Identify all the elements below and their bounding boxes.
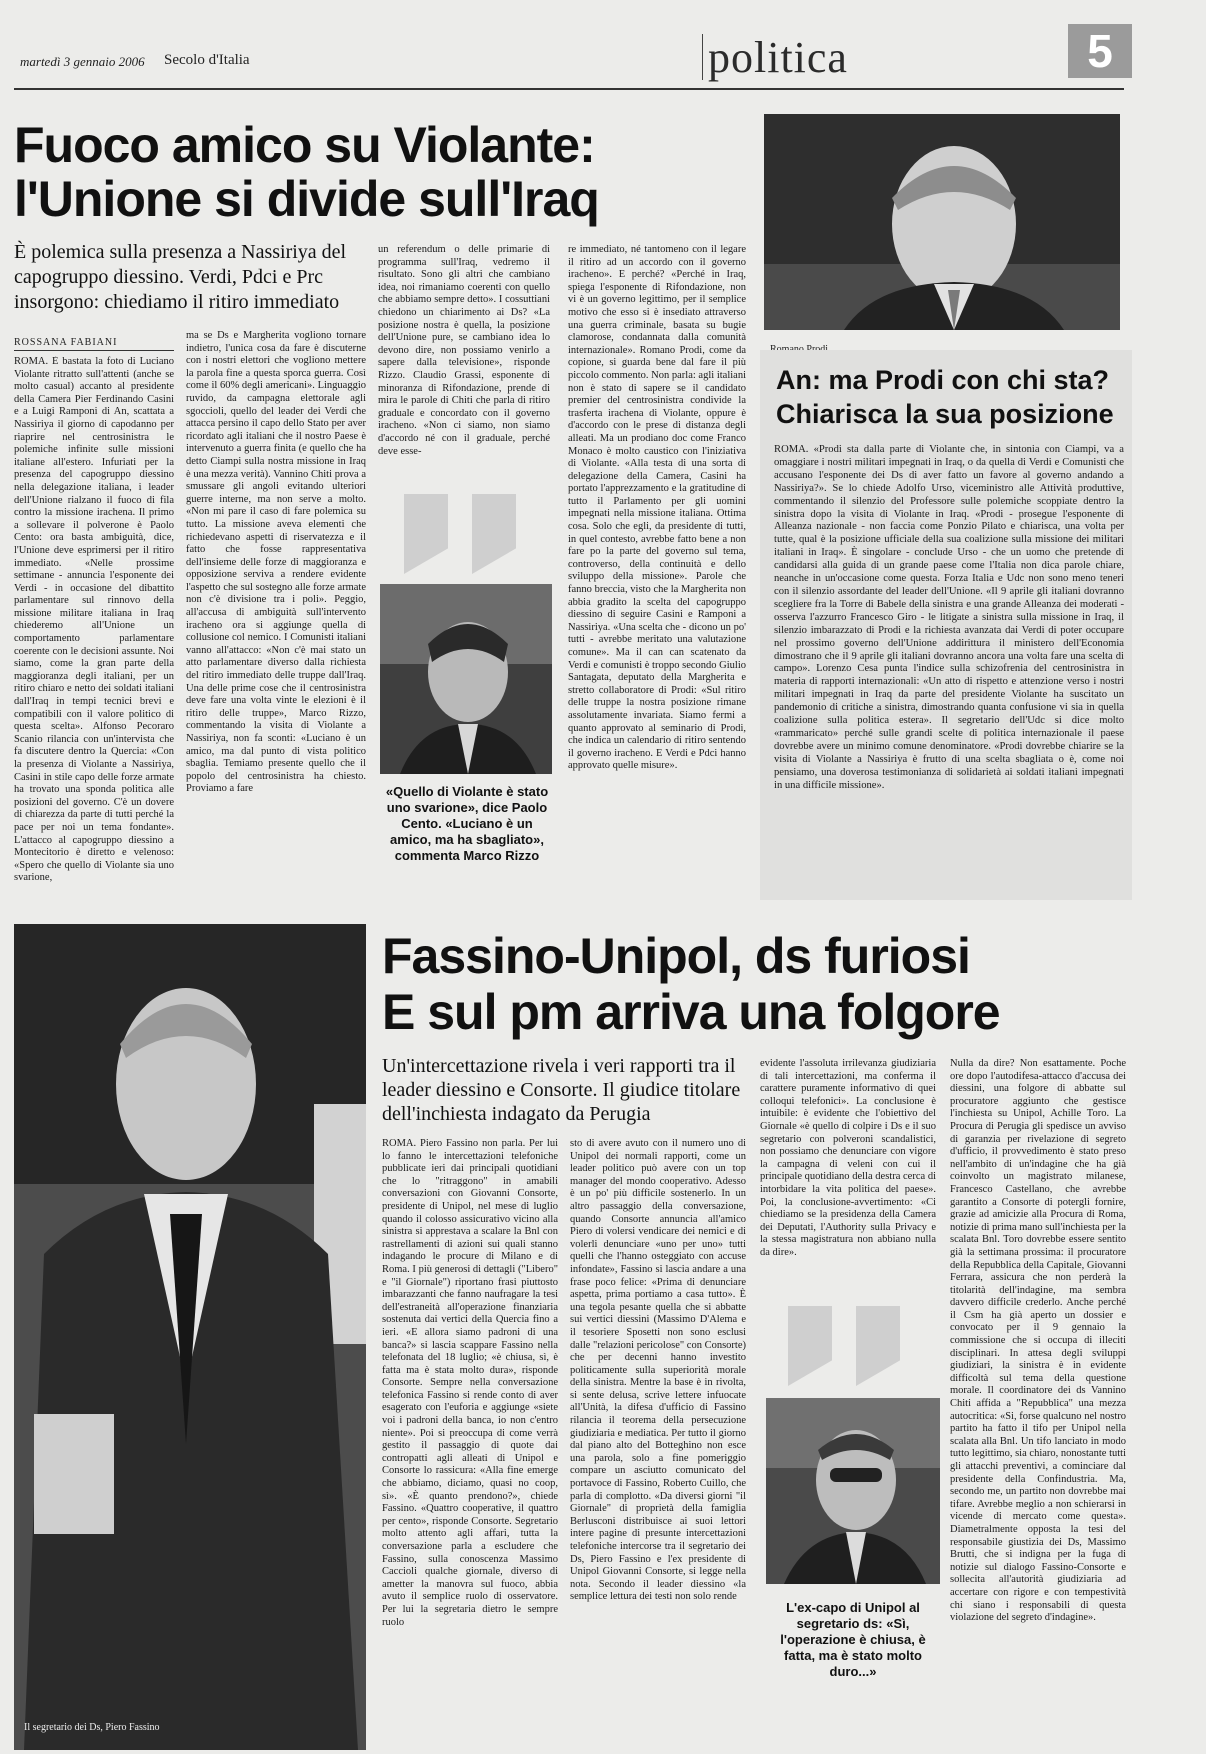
quote-mark-right-2 (856, 1306, 900, 1386)
issue-date: martedì 3 gennaio 2006 (20, 54, 145, 69)
portrait-image (764, 114, 1120, 330)
consorte-photo (766, 1398, 940, 1584)
quote-mark-right (472, 494, 516, 574)
article2-headline-line2: E sul pm arriva una folgore (382, 984, 1000, 1040)
article1-column-4: re immediato, né tantomeno con il legare il ritiro ad un accordo con il governo iracheno». E perché? «Perché in Iraq, spiega l'esponente di Rifondazione, non vi è un governo legittimo, per il semplice motivo che esso si è insediato attraverso una guerra criminale, basata su bugie clamorose, condannata dalla comunità internazionale». Romano Prodi, come da copione, si guarda bene dal fare il più piccolo commento. Non parla: agli italiani non è stato di sapere se il candidato premier del centrosinistra condivide la trasferta irachena di Violante, oppure è d'accordo con le prese di distanza degli alleati. Ma un prodiano doc come Franco Monaco è molto caustico con l'iniziativa di Violante. «Alla testa di una sorta di delegazione della Camera, Casini ha portato l'apprezzamento e la gratitudine di tutto il Parlamento per gli uomini impegnati nella missione italiana. Ottima cosa. Solo che egli, da presidente di tutti, in quel contesto, avrebbe fatto bene a non fare po la parte del governo sul tema, controverso, della continuità e dello sviluppo della missione». Parole che fanno breccia, visto che la Margherita non abbia gradito la scelta del capogruppo diessino di seguire Casini e Ramponi a Nassiriya. «Una scelta che - dicono un po' tutti - avrebbe meritato una valutazione comune». Ma il can can scatenato da Verdi e comunisti è troppo secondo Giulio Santagata, deputato della Margherita e stretto collaboratore di Prodi: «Sul ritiro delle truppe la nostra posizione rimane assolutamente invariata. Siamo fermi a quanto approvato al seminario di Prodi, che indica un calendario di ritiro sentendo il governo iracheno. E Verdi e Pdci hanno approvato quelle misure». (568, 244, 746, 772)
article1-headline-line2: l'Unione si divide sull'Iraq (14, 171, 599, 227)
page-number: 5 (1068, 24, 1132, 78)
portrait-image (380, 584, 552, 774)
section-title: politica (708, 33, 848, 82)
page-header (14, 25, 1124, 90)
cento-photo (380, 584, 552, 774)
fassino-photo (14, 924, 366, 1750)
quote-mark-left-2 (788, 1306, 832, 1386)
article2-deck: Un'intercettazione rivela i veri rapporti tra il leader diessino e Consorte. Il giudice titolare dell'inchiesta indagato da Perugia (382, 1055, 741, 1125)
article2-headline-line1: Fassino-Unipol, ds furiosi (382, 928, 970, 984)
article1-deck: È polemica sulla presenza a Nassiriya del capogruppo diessino. Verdi, Pdci e Prc insorgono: chiediamo il ritiro immediato (14, 241, 347, 313)
prodi-photo (764, 114, 1120, 330)
article2-column-1: ROMA. Piero Fassino non parla. Per lui lo fanno le intercettazioni telefoniche pubblicate ieri dai principali quotidiani che lo "ritraggono" in amabili conversazioni con Giovanni Consorte, presidente di Unipol, nel mese di luglio quando il colosso assicurativo vicino alla sinistra si apprestava a scalare la Bnl con rastrellamenti di azioni sui quali stanno indagando le procure di Milano e di Roma. I più generosi di dettagli ("Libero" e "il Giornale") riportano frasi piuttosto imbarazzanti che fanno naufragare la tesi dell'estraneità all'operazione finanziaria sostenuta dai vertici della Quercia fino a ieri. «E allora siamo padroni di una banca?» si lascia scappare Fassino nella telefonata del 18 luglio; «è chiusa, sì, è fatta ma è stata molto dura», risponde Consorte. Sempre nella conversazione telefonica Fassino si rende conto di aver esagerato con l'euforia e aggiunge «siete voi i padroni della banca, io non c'entro niente». Poi si preoccupa di come verrà gestito il passaggio di quote dai contropatti agli alleati di Unipol e Consorte lo rassicura: «Alla fine emerge che abbiamo, diciamo, quasi no coop, sì». «È quanto prendono?», chiede Fassino. «Quattro cooperative, il quattro per cento», risponde Consorte. Segretario molto attento agli affari, tutta la conversazione parla a escludere che Fassino, sulla conoscenza Massimo Caccioli qualche giornale, diverso di ametter la manovra sul fuoco, abbia avuto il semplice ruolo di osservatore. Per lui la segretaria dietro le sempre ruolo (382, 1138, 558, 1628)
article1-column-2: ma se Ds e Margherita vogliono tornare indietro, l'unica cosa da fare è discuterne con i nostri elettori che vogliono mettere la parola fine a questa sporca guerra. Così come il 60% degli americani». Linguaggio ruvido, da campagna elettorale agli sgoccioli, quello del leader dei Verdi che attacca persino il capo dello Stato per aver ricordato agli italiani che il nostro Paese è intervenuto a guerra finita (e quello che ha detto Ciampi sulla nostra missione in Iraq è una mezza verità). Vannino Chiti prova a smussare gli angoli evitando ulteriori guerre interne, ma non serve a molto. «Non mi pare il caso di fare polemica su tutto. La missione aveva elementi che richiedevano aspetti di riservatezza e il fatto che fosse rappresentativa dell'insieme delle forze di maggioranza e opposizione serviva a rendere evidente l'aspetto che sul sostegno alle forze armate non c'è divisione tra i poli». Peggio, all'accusa di ambiguità sull'intervento iracheno ora si aggiunge quella di collusione col nemico. I Comunisti italiani vanno all'attacco: «Non c'è mai stato un atto parlamentare diverso dalla richiesta del ritiro immediato delle truppe dall'Iraq. Una delle prime cose che il centrosinistra deve fare una volta vinte le elezioni è il ritiro delle truppe», Marco Rizzo, commentando la visita di Violante a Nassiriya, non fa sconti: «Luciano è un amico, ma dal punto di vista politico sbaglia. Temiamo presente quello che il popolo del centrosinistra ha chiesto. Proviamo a fare (186, 330, 366, 795)
article1-headline-line1: Fuoco amico su Violante: (14, 117, 595, 173)
fassino-photo-caption: Il segretario dei Ds, Piero Fassino (24, 1722, 160, 1733)
article2-column-2: sto di avere avuto con il numero uno di Unipol dei normali rapporti, come un leader politico può avere con un top manager del mondo cooperativo. Adesso è un po' più difficile sostenerlo. In un altro passaggio della conversazione, quando Consorte annuncia all'amico Piero di volersi vendicare dei nemici e di volerli denunciare «uno per uno» tutti quelli che l'hanno osteggiato con accuse infondate», Fassino si lascia andare a una frase poco felice: «Prima di denunciare aspetta, prima portiamo a casa tutto». È una tegola pesante quella che si abbatte sui vertici diessini (Massimo D'Alema e il tesoriere Sposetti non sono esclusi dalle "relazioni pericolose" con Consorte) che per decenni hanno investito politicamente sulla superiorità morale della sinistra. Mentre la base è in rivolta, si sente delusa, scrive lettere infuocate all'Unità, la difesa d'ufficio di Fassino rilancia il teorema della persecuzione giudiziaria e mediatica. Per tutto il giorno dal piano alto del Botteghino non esce una parola, solo a fine pomeriggio compare un asciutto comunicato del portavoce di Fassino, Roberto Cuillo, che parla di complotto. «Da diversi giorni "il Giornale" di proprietà della famiglia Berlusconi distribuisce ai suoi lettori intere pagine di presunte intercettazioni telefoniche intercorse tra il segretario dei Ds, Piero Fassino e l'ex presidente di Unipol Giovanni Consorte, si legge nella nota. Secondo il leader diessino «la semplice lettura dei testi non solo rende (570, 1138, 746, 1603)
header-divider (702, 34, 703, 80)
prodi-headline-line2: Chiarisca la sua posizione (776, 399, 1114, 429)
article1-byline: ROSSANA FABIANI (14, 337, 174, 351)
prodi-body: ROMA. «Prodi sta dalla parte di Violante che, in sintonia con Ciampi, va a omaggiare i nostri militari impegnati in Iraq, o da quella di Verdi e Comunisti che accusano l'esponente dei Ds di aver fatto un favore al governo andando a Nassiriya?». Se lo chiede Adolfo Urso, viceministro alle Attività produttive, commentando il silenzio del Professore sulle polemiche scoppiate dentro la sinistra dopo la visita di Violante in Iraq. «Prodi - prosegue l'esponente di Alleanza nazionale - non faccia come Ponzio Pilato e chiarisca, una volta per tutte, qual è la posizione ufficiale della sua coalizione sulla missione dei militari italiani in Iraq». È singolare - conclude Urso - che un uomo che pretende di candidarsi alla guida di un grande paese come l'Italia non dica parole chiare, neanche in un'occasione come questa. Forza Italia e Udc non sono meno teneri con il silenzio assordante del leader dell'Unione. «Il 9 aprile gli italiani dovranno scegliere fra la Torre di Babele della sinistra e una grande Alleanza dei moderati - osserva l'azzurro Francesco Giro - le litigate a sinistra sulla missione in Iraq, il silenzio imbarazzato di Prodi e la richiesta avanzata dai Verdi di poter occupare nel prossimo governo dell'Unione addirittura il ministero dell'Economia dimostrano che il 9 aprile gli italiani dovranno ancora una volta fare una scelta di campo». Lorenzo Cesa punta l'indice sulla schizofrenia del centrosinistra in materia di rapporti internazionali: «Un atto di rispetto e attenzione verso i nostri militari impegnati in Iraq da parte del presidente Violante ha suscitato un pandemonio di critiche a sinistra, dimostrando quanta confusione vi sia in quella coalizione sulla politica estera». Il segretario dell'Udc si dice molto «rammaricato» perché sulle grandi scelte di politica internazionale il paese dovrebbe avere un minimo comune denominatore. «Prodi dovrebbe chiarire se la visita di Violante a Nassiriya è frutto di una scelta sbagliata o è, come noi pensiamo, una doverosa testimonianza di solidarietà ai soldati italiani impegnati in una difficile missione». (774, 444, 1124, 791)
article2-column-3: evidente l'assoluta irrilevanza giudiziaria di tali intercettazioni, ma conferma il carattere puramente informativo di quei colloqui telefonici». La conclusione è intuibile: è evidente che l'obiettivo del Giornale «è quello di colpire i Ds e il suo segretario con polveroni scandalistici, non possiamo che denunciare con vigore la campagna di veleni con cui il principale quotidiano della destra cerca di intorbidare la vita politica del paese». Poi, la conclusione-avvertimento: «Ci chiediamo se la presidenza della Camera dei Deputati, l'Authority sulla Privacy e la stessa magistratura non abbiano nulla da dire». (760, 1058, 936, 1258)
portrait-image (14, 924, 366, 1750)
article1-column-3: un referendum o delle primarie di programma sull'Iraq, vedremo il risultato. Sono gli altri che cambiano idea, noi rimaniamo coerenti con quello che abbiamo sempre detto». I cossuttiani chiedono un chiarimento ai Ds? «La posizione nostra è quella, la posizione dell'Unione pure, se cambiano idea lo devono dire, non possiamo venirlo a sapere dalla televisione», risponde Rizzo. Claudio Grassi, esponente di minoranza di Rifondazione, prende di mira le parole di Chiti che parla di ritiro graduale e concordato con il governo iracheno. «Non ci siamo, non siamo d'accordo né con il graduale, perché deve esse- (378, 244, 550, 457)
quote-mark-left (404, 494, 448, 574)
prodi-headline-line1: An: ma Prodi con chi sta? (776, 365, 1110, 395)
article1-pull-quote: «Quello di Violante è stato uno svarione», dice Paolo Cento. «Luciano è un amico, ma ha sbagliato», commenta Marco Rizzo (385, 784, 549, 863)
article1-column-1: ROMA. È bastata la foto di Luciano Violante ritratto sull'attenti (anche se molto casual) accanto al presidente della Camera Pier Ferdinando Casini e a Luigi Ramponi di An, scattata a Nassiriya il giorno di capodanno per riaprire nel centrosinistra le polemiche infinite sulle missioni italiane all'estero. Infuriati per la presenza del capogruppo diessino nella delegazione italiana, i leader dell'Unione rialzano il fuoco di fila contro la missione irachena. Il primo a sollevare il polverone è Paolo Cento: ora basta ambiguità, dice, l'Unione deve esprimersi per il ritiro immediato. «Nelle prossime settimane - annuncia l'esponente dei Verdi - in occasione del dibattito parlamentare sul rinnovo della missione militare italiana in Iraq chiederemo all'Unione un comportamento parlamentare coerente con le decisioni assunte. Noi siamo, come la gran parte della maggioranza degli italiani, per un ritiro chiaro e netto dei soldati italiani dall'Iraq in tempi tecnici brevi e compatibili con il valore politico di questa scelta». Alfonso Pecoraro Scanio rilancia con un'intervista che fa discutere dentro la Quercia: «Con la presenza di Violante a Nassiriya, Casini in stile capo delle forze armate ha trovato una sponda politica alle posizioni del governo. C'è un dovere di chiarezza da parte di tutti perché la pace per noi un tema fondante». L'attacco al capogruppo diessino a Montecitorio è diretto e velenoso: «Spero che quello di Violante sia uno svarione, (14, 356, 174, 884)
article2-pull-quote: L'ex-capo di Unipol al segretario ds: «Sì, l'operazione è chiusa, è fatta, ma è stato molto duro...» (780, 1600, 926, 1679)
article2-column-4: Nulla da dire? Non esattamente. Poche ore dopo l'autodifesa-attacco d'accusa dei diessini, una folgore di abbatte sul procuratore aggiunto che gestisce l'inchiesta su Unipol, Achille Toro. La Procura di Perugia gli spedisce un avviso di garanzia per rivelazione di segreto d'ufficio, il provvedimento è stato preso nell'ambito di un'indagine che ha già coinvolto un magistrato milanese, Francesco Castellano, che avrebbe garantito a Consorte di potergli fornire, grazie ad amicizie alla Procura di Roma, notizie di prima mano sull'inchiesta per la scalata Bnl. Toro dovrebbe essere sentito già la settimana prossima: il procuratore della Repubblica della Capitale, Giovanni Ferrara, assicura che non perderà la titolarità dell'indagine, ma sembra davvero difficile crederlo. Anche perché il Csm ha già aperto un dossier e convocato per il 9 gennaio la commissione che si occupa di illeciti disciplinari. In attesa degli sviluppi giudiziari, la sinistra è in evidente difficoltà sul tema della questione morale. Il coordinatore dei ds Vannino Chiti affida a "Repubblica" una mezza autocritica: «Si, forse qualcuno nel nostro partito ha fatto il tifo per Unipol nella scalata alla Bnl. Un tifo lanciato in modo tutto legittimo, sia chiaro, nonostante tutti gli attacchi preventivi, a cominciare dal presidente della Confindustria. Ma, secondo me, un partito non dovrebbe mai tifare. Avrebbe meglio a non schierarsi in vicende di mercato come questa». Diametralmente opposta la tesi del responsabile giustizia dei Ds, Massimo Brutti, che si indigna per la fuga di notizie sul dialogo Fassino-Consorte e sollecita all'autorità giudiziaria ad accertare con rigore e con tempestività chi siano i responsabili di questa violazione del segreto d'indagine». (950, 1058, 1126, 1624)
publication-name: Secolo d'Italia (164, 52, 250, 68)
portrait-image (766, 1398, 940, 1584)
